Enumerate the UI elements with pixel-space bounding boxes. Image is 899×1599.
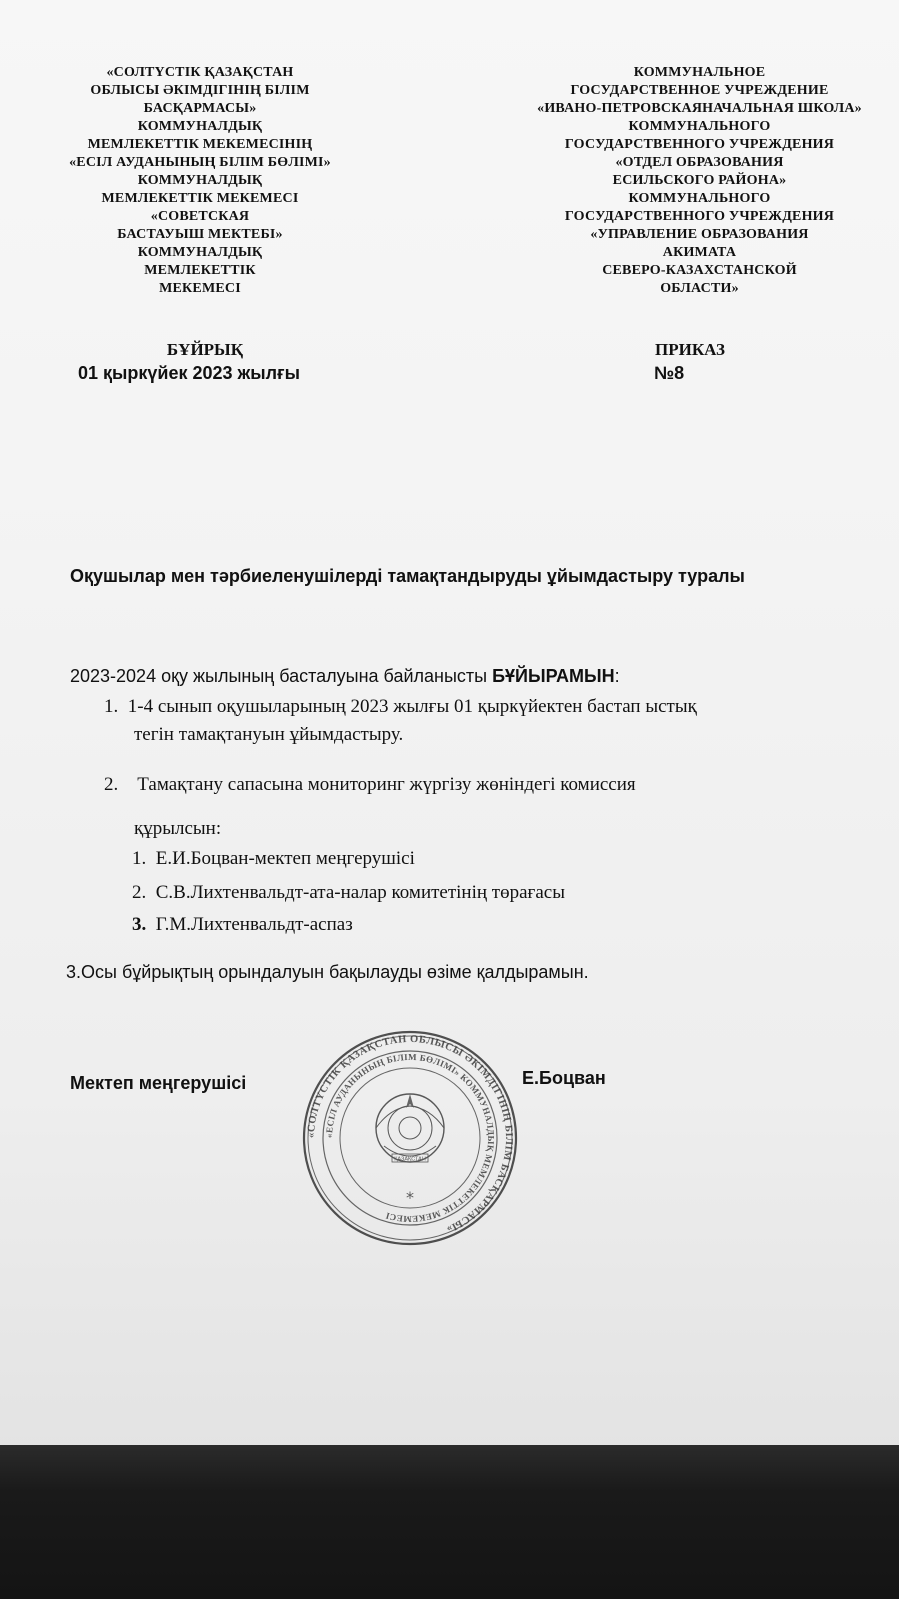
header-ru-line: КОММУНАЛЬНОГО <box>628 191 771 206</box>
member-text: С.В.Лихтенвальдт-ата-налар комитетінің төрағасы <box>155 882 565 903</box>
header-kz-line: КОММУНАЛДЫҚ <box>137 119 263 134</box>
seal-inner-text: «ЕСІЛ АУДАНЫНЫҢ БІЛІМ БӨЛІМІ» КОММУНАЛДЫҚ МЕМЛЕКЕТТІК МЕКЕМЕСІ <box>323 1051 497 1225</box>
header-kz-line: КОММУНАЛДЫҚ <box>137 245 263 260</box>
seal-star-icon: * <box>406 1188 414 1207</box>
intro-order-word: БҰЙЫРАМЫН <box>492 666 615 686</box>
header-ru-line: ЕСИЛЬСКОГО РАЙОНА» <box>612 173 787 188</box>
header-ru-line: «УПРАВЛЕНИЕ ОБРАЗОВАНИЯ <box>590 227 809 242</box>
order-item-1-continuation: тегін тамақтануын ұйымдастыру. <box>134 724 404 745</box>
item-text: Тамақтану сапасына мониторинг жүргізу жөніндегі комиссия <box>137 774 636 795</box>
header-ru-line: АКИМАТА <box>662 245 737 260</box>
item-number: 2. <box>104 774 119 795</box>
document-date: 01 қыркүйек 2023 жылғы <box>78 363 300 383</box>
header-kz-line: БАСҚАРМАСЫ» <box>143 101 257 116</box>
signature-name: Е.Боцван <box>522 1068 606 1088</box>
commission-member <box>132 914 353 936</box>
header-ru-line: «ИВАНО-ПЕТРОВСКАЯНАЧАЛЬНАЯ ШКОЛА» <box>537 101 862 116</box>
member-number: 2. <box>132 882 147 903</box>
item-number: 1. <box>104 696 119 717</box>
header-kz-line: МЕКЕМЕСІ <box>159 281 241 296</box>
header-ru-line: СЕВЕРО-КАЗАХСТАНСКОЙ <box>602 263 797 278</box>
item-text: 1-4 сынып оқушыларының 2023 жылғы 01 қыркүйектен бастап ыстық <box>127 696 697 717</box>
header-kz-line: БАСТАУЫШ МЕКТЕБІ» <box>117 227 283 242</box>
document-title: Оқушылар мен тәрбиеленушілерді тамақтандыруды ұйымдастыру туралы <box>70 566 745 586</box>
document-number: №8 <box>654 363 685 383</box>
intro-suffix: : <box>614 666 620 686</box>
order-item-3: 3.Осы бұйрықтың орындалуын бақылауды өзіме қалдырамын. <box>66 962 589 982</box>
header-ru-line: ГОСУДАРСТВЕННОЕ УЧРЕЖДЕНИЕ <box>570 83 829 98</box>
member-text: Е.И.Боцван-мектеп меңгерушісі <box>155 848 415 869</box>
header-kazakh <box>30 64 370 298</box>
order-item-1 <box>104 696 697 718</box>
header-kz-line: МЕМЛЕКЕТТІК МЕКЕМЕСІНІҢ <box>87 137 313 152</box>
emblem-icon <box>376 1094 444 1163</box>
background-surface <box>0 1445 899 1599</box>
header-kz-line: «СОВЕТСКАЯ <box>150 209 250 224</box>
header-ru-line: ОБЛАСТИ» <box>660 281 739 296</box>
emblem-text: ҚАЗАҚСТАН <box>394 1156 426 1163</box>
header-kz-line: МЕМЛЕКЕТТІК МЕКЕМЕСІ <box>101 191 299 206</box>
doc-type-russian: ПРИКАЗ <box>655 340 725 359</box>
intro-paragraph <box>70 666 620 687</box>
header-kz-line: «ЕСІЛ АУДАНЫНЫҢ БІЛІМ БӨЛІМІ» <box>69 155 331 170</box>
intro-text: 2023-2024 оқу жылының басталуына байланысты <box>70 666 493 686</box>
order-item-2-continuation: құрылсын: <box>134 818 222 839</box>
header-ru-line: КОММУНАЛЬНОГО <box>628 119 771 134</box>
header-kz-line: ОБЛЫСЫ ӘКІМДІГІНІҢ БІЛІМ <box>90 83 310 98</box>
member-text: Г.М.Лихтенвальдт-аспаз <box>155 914 353 935</box>
header-kz-line: «СОЛТҮСТІК ҚАЗАҚСТАН <box>106 65 294 80</box>
header-ru-line: «ОТДЕЛ ОБРАЗОВАНИЯ <box>615 155 784 170</box>
member-number: 1. <box>132 848 147 869</box>
order-item-2 <box>104 774 636 796</box>
header-russian <box>500 64 899 298</box>
seal-outer-text: «СОЛТҮСТІК ҚАЗАҚСТАН ОБЛЫСЫ ӘКІМДІГІНІҢ БІЛІМ БАСҚАРМАСЫ» <box>305 1033 515 1235</box>
header-ru-line: ГОСУДАРСТВЕННОГО УЧРЕЖДЕНИЯ <box>564 209 835 224</box>
header-ru-line: ГОСУДАРСТВЕННОГО УЧРЕЖДЕНИЯ <box>564 137 835 152</box>
header-kz-line: КОММУНАЛДЫҚ <box>137 173 263 188</box>
official-seal <box>300 1028 520 1248</box>
header-ru-line: КОММУНАЛЬНОЕ <box>633 65 766 80</box>
doc-type-kazakh: БҰЙРЫҚ <box>166 340 244 359</box>
commission-member <box>132 848 415 870</box>
commission-member <box>132 882 565 904</box>
header-kz-line: МЕМЛЕКЕТТІК <box>144 263 256 278</box>
member-number: 3. <box>132 914 147 935</box>
signature-role: Мектеп меңгерушісі <box>70 1073 247 1093</box>
